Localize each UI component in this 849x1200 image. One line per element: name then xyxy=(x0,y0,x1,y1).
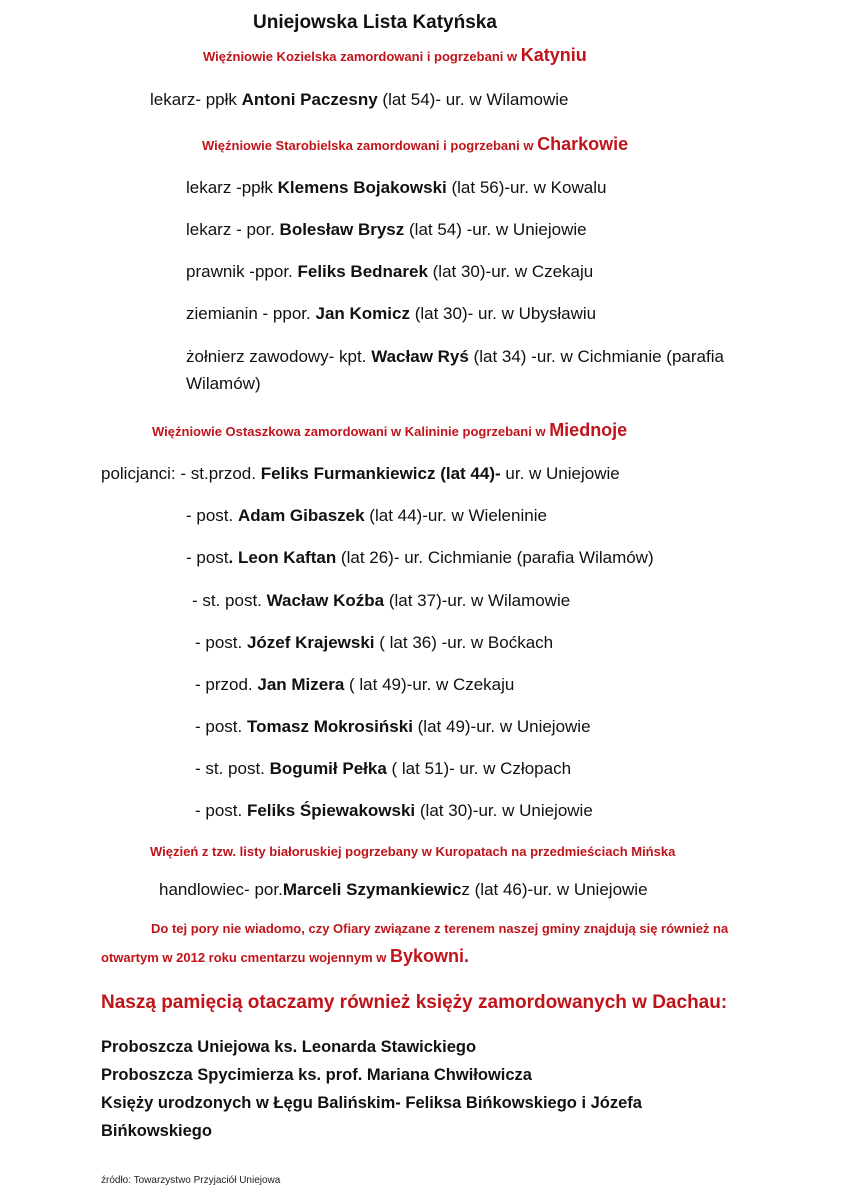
entry-suffix: (lat 54)- ur. w Wilamowie xyxy=(377,90,569,109)
entry-name: Feliks Śpiewakowski xyxy=(246,801,416,820)
priest-line: Proboszcza Spycimierza ks. prof. Mariana Chwiłowicza xyxy=(101,1066,532,1084)
entry-name: Wacław Ryś xyxy=(371,347,469,366)
entry-suffix: ur. w Uniejowie xyxy=(500,464,620,483)
entry-name: Marceli Szymankiewic xyxy=(282,880,462,899)
entry-mizera xyxy=(195,675,514,695)
entry-name: . Leon Kaftan xyxy=(228,548,337,567)
entry-name: Tomasz Mokrosiński xyxy=(246,717,413,736)
entry-prefix: - przod. xyxy=(195,675,258,694)
note-line1: Do tej pory nie wiadomo, czy Ofiary związane z terenem naszej gminy znajdują się również na xyxy=(151,921,729,936)
entry-suffix: (lat 30)- ur. w Ubysławiu xyxy=(409,304,597,323)
entry-name: Feliks Bednarek xyxy=(297,262,428,281)
entry-suffix: ( lat 51)- ur. w Człopach xyxy=(386,759,572,778)
entry-suffix: (lat 34) -ur. w Cichmianie (parafia xyxy=(468,347,724,366)
section-place-miednoje: Miednoje xyxy=(549,420,628,440)
entry-prefix: - post. xyxy=(195,801,247,820)
section-place-charkow: Charkowie xyxy=(537,134,629,154)
entry-prefix: - st. post. xyxy=(192,591,267,610)
section-heading-katyn xyxy=(203,45,587,66)
source-footnote: źródło: Towarzystwo Przyjaciół Uniejowa xyxy=(101,1175,281,1186)
entry-suffix: (lat 30)-ur. w Uniejowie xyxy=(415,801,593,820)
entry-komicz xyxy=(186,304,596,324)
entry-suffix: z (lat 46)-ur. w Uniejowie xyxy=(461,880,648,899)
entry-name: Józef Krajewski xyxy=(246,633,375,652)
priest-line: Bińkowskiego xyxy=(101,1122,212,1140)
entry-prefix: prawnik -ppor. xyxy=(186,262,298,281)
entry-prefix: ziemianin xyxy=(186,304,263,323)
entry-suffix: ( lat 49)-ur. w Czekaju xyxy=(344,675,515,694)
entry-name: Wacław Koźba xyxy=(266,591,385,610)
entry-name: Adam Gibaszek xyxy=(237,506,365,525)
entry-kozba xyxy=(192,591,570,611)
note-line2-text: otwartym w 2012 roku cmentarzu wojennym w xyxy=(101,950,387,965)
entry-bednarek xyxy=(186,262,593,282)
entry-prefix: handlowiec- por. xyxy=(159,880,283,899)
entry-rys-line2: Wilamów) xyxy=(186,374,261,393)
entry-prefix: - st. post. xyxy=(195,759,270,778)
section-heading-text: Więźniowie Starobielska zamordowani i pogrzebani w xyxy=(202,138,534,153)
entry-suffix: (lat 30)-ur. w Czekaju xyxy=(427,262,594,281)
entry-name: Jan Mizera xyxy=(257,675,345,694)
entry-suffix: (lat 49)-ur. w Uniejowie xyxy=(412,717,591,736)
entry-suffix: (lat 56)-ur. w Kowalu xyxy=(446,178,607,197)
priest-line: Proboszcza Uniejowa ks. Leonarda Stawickiego xyxy=(101,1038,477,1056)
entry-suffix: (lat 37)-ur. w Wilamowie xyxy=(384,591,571,610)
entry-szymankiewicz xyxy=(159,880,648,900)
entry-mokrosinski xyxy=(195,717,591,737)
entry-furmankiewicz xyxy=(101,464,620,484)
entry-suffix: (lat 54) -ur. w Uniejowie xyxy=(404,220,587,239)
priest-line: Księży urodzonych w Łęgu Balińskim- Feliksa Bińkowskiego i Józefa xyxy=(101,1094,642,1112)
entry-prefix: żołnierz zawodowy- kpt. xyxy=(186,347,372,366)
entry-prefix: - post xyxy=(186,548,229,567)
entry-kaftan xyxy=(186,548,654,568)
entry-bojakowski xyxy=(186,178,606,198)
entry-prefix: - post. xyxy=(195,633,247,652)
section-heading-miednoje xyxy=(152,420,627,441)
dachau-heading: Naszą pamięcią otaczamy również księży zamordowanych w Dachau: xyxy=(101,992,728,1013)
entry-krajewski xyxy=(195,633,553,653)
entry-suffix: (lat 44)-ur. w Wieleninie xyxy=(364,506,547,525)
page-title: Uniejowska Lista Katyńska xyxy=(253,12,497,33)
entry-prefix: - post. xyxy=(186,506,238,525)
entry-prefix: - post. xyxy=(195,717,247,736)
entry-brysz xyxy=(186,220,587,240)
entry-rys xyxy=(186,347,724,367)
entry-suffix: (lat 26)- ur. Cichmianie (parafia Wilamów) xyxy=(336,548,654,567)
section-heading-text: Więźniowie Ostaszkowa zamordowani w Kalininie pogrzebani w xyxy=(152,424,546,439)
entry-name: Feliks Furmankiewicz (lat 44)- xyxy=(260,464,501,483)
section-heading-charkow xyxy=(202,134,628,155)
entry-pelka xyxy=(195,759,571,779)
entry-spiewakowski xyxy=(195,801,593,821)
entry-prefix: lekarz- ppłk xyxy=(150,90,242,109)
note-place-bykownia: Bykowni. xyxy=(389,946,469,966)
entry-paczesny xyxy=(150,90,569,110)
note-line2 xyxy=(101,946,469,967)
section-place-katyn: Katyniu xyxy=(520,45,587,65)
entry-prefix: lekarz -ppłk xyxy=(186,178,278,197)
entry-name: Bolesław Brysz xyxy=(279,220,405,239)
section-heading-kuropaty: Więzień z tzw. listy białoruskiej pogrzebany w Kuropatach na przedmieściach Mińska xyxy=(150,844,676,859)
entry-name: Klemens Bojakowski xyxy=(277,178,447,197)
entry-rank-mark: - ppor. xyxy=(262,304,311,323)
entry-name: Bogumił Pełka xyxy=(269,759,387,778)
entry-prefix: lekarz - por. xyxy=(186,220,280,239)
entry-lead: policjanci: - st.przod. xyxy=(101,464,261,483)
entry-name: Antoni Paczesny xyxy=(241,90,378,109)
entry-gibaszek xyxy=(186,506,547,526)
section-heading-text: Więźniowie Kozielska zamordowani i pogrzebani w xyxy=(203,49,518,64)
entry-name: Jan Komicz xyxy=(315,304,410,323)
entry-suffix: ( lat 36) -ur. w Boćkach xyxy=(374,633,554,652)
